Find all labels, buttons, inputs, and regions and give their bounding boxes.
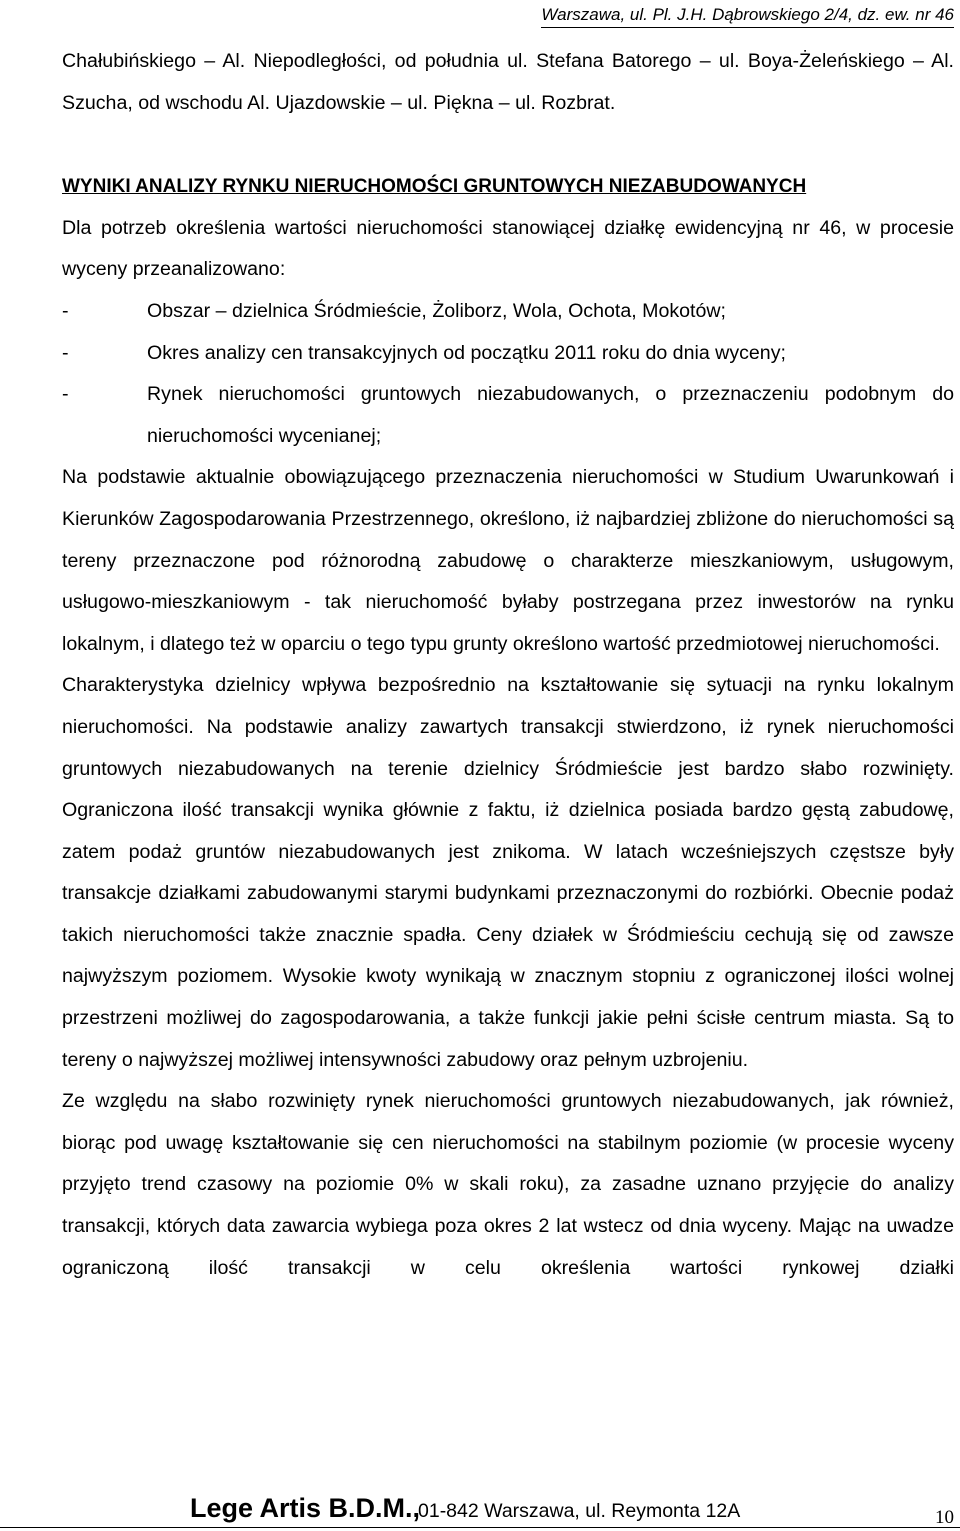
analysis-scope-list: [62, 291, 954, 457]
company-name: Lege Artis B.D.M.,: [190, 1493, 421, 1523]
list-item-text: Obszar – dzielnica Śródmieście, Żoliborz, Wola, Ochota, Mokotów;: [147, 299, 726, 322]
page-content: [62, 41, 954, 1289]
lead-paragraph: Dla potrzeb określenia wartości nieruchomości stanowiącej działkę ewidencyjną nr 46, w procesie wyceny przeanalizowano:: [62, 216, 954, 281]
body-paragraph: Ze względu na słabo rozwinięty rynek nieruchomości gruntowych niezabudowanych, jak również, biorąc pod uwagę kształtowanie się cen nieruchomości na stabilnym poziomie (w procesie wyceny przyjęto trend czasowy na poziomie 0% w skali roku), za zasadne uznano przyjęcie do analizy transakcji, których data zawarcia wybiega poza okres 2 lat wstecz od dnia wyceny. Mając na uwadze ograniczoną ilość transakcji w celu określenia wartości rynkowej działki: [62, 1090, 954, 1279]
page-number: 10: [935, 1507, 954, 1528]
list-item: [62, 291, 954, 333]
list-dash: -: [62, 299, 69, 322]
page-footer: [0, 1489, 960, 1531]
body-paragraph: Charakterystyka dzielnicy wpływa bezpośrednio na kształtowanie się sytuacji na rynku lokalnym nieruchomości. Na podstawie analizy zawartych transakcji stwierdzono, iż rynek nieruchomości gruntowych niezabudowanych na terenie dzielnicy Śródmieście jest bardzo słabo rozwinięty. Ograniczona ilość transakcji wynika głównie z faktu, iż dzielnica posiada bardzo gęstą zabudowę, zatem podaż gruntów niezabudowanych jest znikoma. W latach wcześniejszych częstsze były transakcje działkami zabudowanymi starymi budynkami przeznaczonymi do rozbiórki. Obecnie podaż takich nieruchomości także znacznie spadła. Ceny działek w Śródmieściu cechują się od zawsze najwyższym poziomem. Wysokie kwoty wynikają w znacznym stopniu z ograniczonej ilości wolnej przestrzeni możliwej do zagospodarowania, a także funkcji jakie pełni ścisłe centrum miasta. Są to tereny o najwyższej możliwej intensywności zabudowy oraz pełnym uzbrojeniu.: [62, 674, 954, 1071]
list-item: [62, 374, 954, 457]
intro-paragraph: Chałubińskiego – Al. Niepodległości, od południa ul. Stefana Batorego – ul. Boya-Żeleńskiego – Al. Szucha, od wschodu Al. Ujazdowskie – ul. Piękna – ul. Rozbrat.: [62, 50, 954, 114]
section-heading: WYNIKI ANALIZY RYNKU NIERUCHOMOŚCI GRUNTOWYCH NIEZABUDOWANYCH: [62, 176, 807, 198]
list-item-text: Okres analizy cen transakcyjnych od początku 2011 roku do dnia wyceny;: [147, 341, 786, 364]
list-dash: -: [62, 383, 69, 406]
list-item: [62, 333, 954, 375]
company-address: 01-842 Warszawa, ul. Reymonta 12A: [418, 1500, 741, 1522]
footer-divider: [0, 1527, 960, 1528]
page-header: Warszawa, ul. Pl. J.H. Dąbrowskiego 2/4, dz. ew. nr 46: [541, 4, 954, 28]
list-item-text: Rynek nieruchomości gruntowych niezabudowanych, o przeznaczeniu podobnym do nieruchomości wycenianej;: [147, 383, 954, 447]
list-dash: -: [62, 341, 69, 364]
body-paragraph: Na podstawie aktualnie obowiązującego przeznaczenia nieruchomości w Studium Uwarunkowań i Kierunków Zagospodarowania Przestrzennego, określono, iż najbardziej zbliżone do nieruchomości są tereny przeznaczone pod różnorodną zabudowę o charakterze mieszkaniowym, usługowym, usługowo-mieszkaniowym - tak nieruchomość byłaby postrzegana przez inwestorów na rynku lokalnym, i dlatego też w oparciu o tego typu grunty określono wartość przedmiotowej nieruchomości.: [62, 466, 954, 655]
